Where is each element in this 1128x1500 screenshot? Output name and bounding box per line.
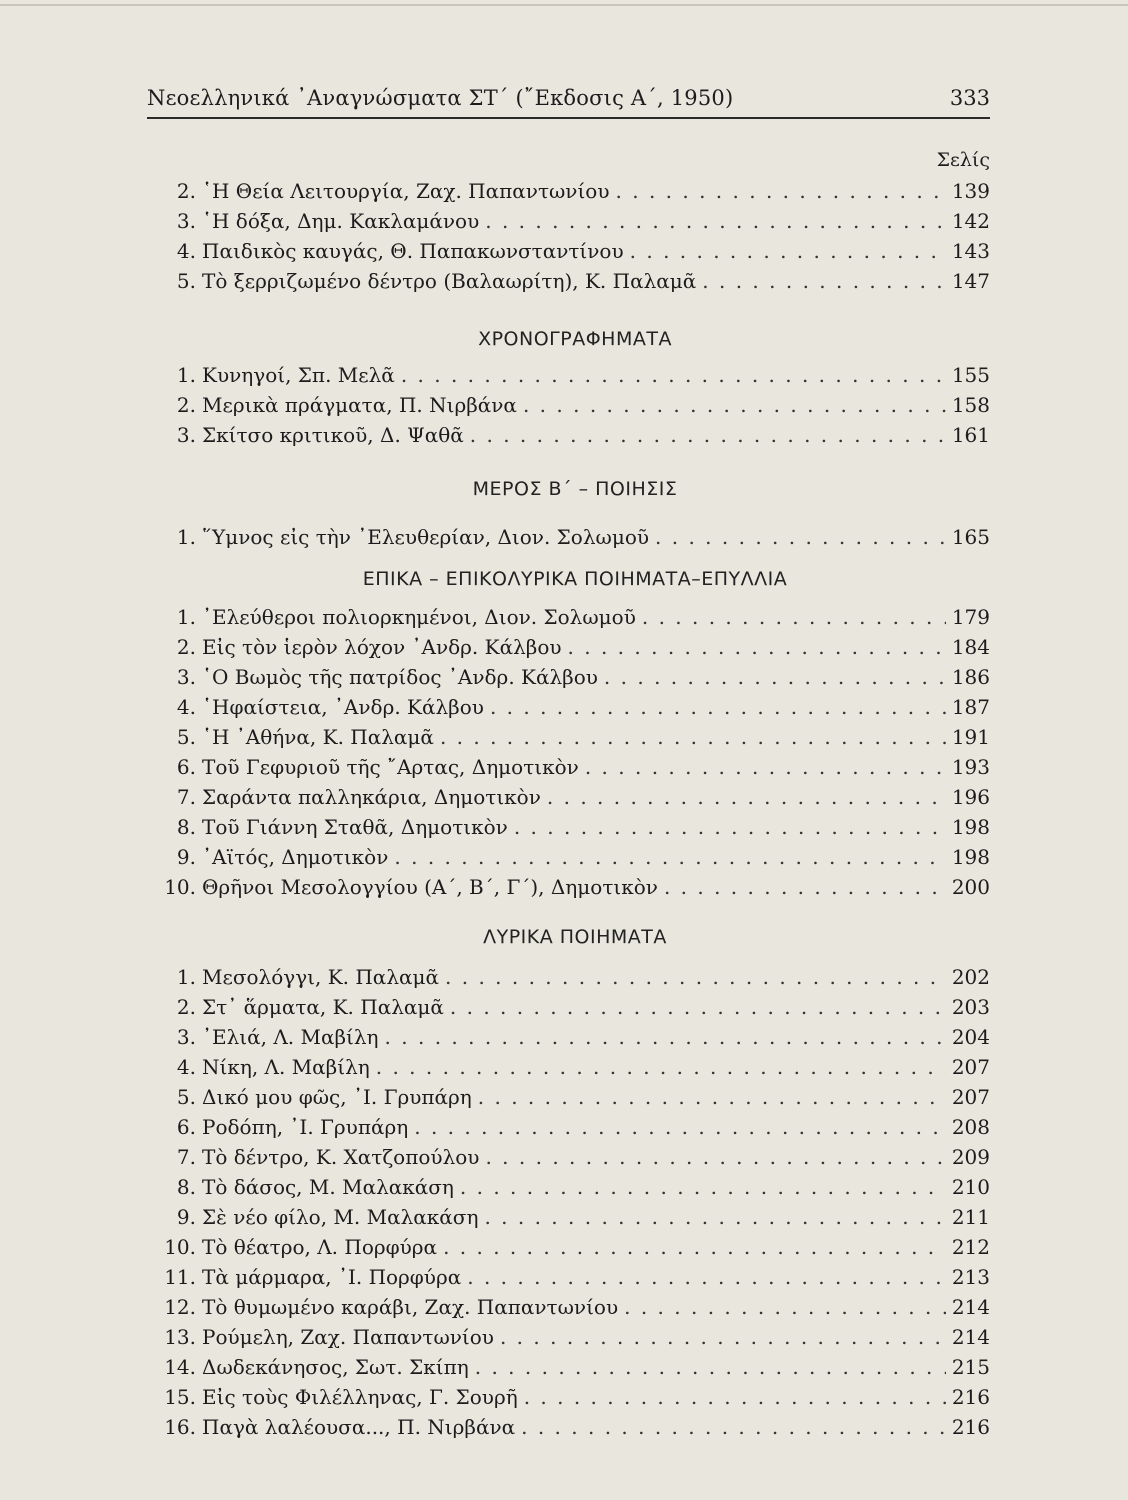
entry-title: Εἰς τὸν ἱερὸν λόχον ᾿Ανδρ. Κάλβου bbox=[202, 635, 562, 659]
entry-page: 193 bbox=[951, 755, 990, 779]
entry-number: 2. bbox=[176, 393, 196, 417]
page-number: 333 bbox=[949, 86, 990, 110]
header-rule bbox=[147, 117, 990, 119]
entry-title: Τὸ θέατρο, Λ. Πορφύρα bbox=[202, 1235, 438, 1259]
toc-entry bbox=[160, 1142, 990, 1172]
entry-number: 1. bbox=[176, 363, 196, 387]
entry-page: 187 bbox=[951, 695, 990, 719]
entry-page: 209 bbox=[951, 1145, 990, 1169]
entry-title: Νίκη, Λ. Μαβίλη bbox=[202, 1055, 370, 1079]
entry-number: 12. bbox=[164, 1295, 196, 1319]
entry-page: 211 bbox=[951, 1205, 990, 1229]
toc-block-4 bbox=[160, 602, 990, 902]
entry-number: 8. bbox=[176, 815, 196, 839]
entry-page: 139 bbox=[951, 179, 990, 203]
entry-number: 14. bbox=[164, 1355, 196, 1379]
entry-number: 3. bbox=[176, 1025, 196, 1049]
entry-page: 204 bbox=[951, 1025, 990, 1049]
entry-number: 4. bbox=[176, 1055, 196, 1079]
entry-title: Δωδεκάνησος, Σωτ. Σκίπη bbox=[202, 1355, 469, 1379]
entry-number: 2. bbox=[176, 635, 196, 659]
dot-leader bbox=[696, 266, 946, 296]
toc-entry bbox=[160, 1082, 990, 1112]
dot-leader bbox=[618, 1292, 946, 1322]
entry-title: ᾿Ελιά, Λ. Μαβίλη bbox=[202, 1025, 379, 1049]
toc-entry bbox=[160, 522, 990, 552]
entry-page: 158 bbox=[951, 393, 990, 417]
page-column-label: Σελίς bbox=[936, 149, 990, 171]
toc-entry bbox=[160, 1022, 990, 1052]
toc-entry bbox=[160, 992, 990, 1022]
entry-page: 198 bbox=[951, 845, 990, 869]
dot-leader bbox=[444, 992, 946, 1022]
dot-leader bbox=[636, 602, 946, 632]
entry-page: 216 bbox=[951, 1385, 990, 1409]
dot-leader bbox=[562, 632, 946, 662]
entry-page: 198 bbox=[951, 815, 990, 839]
entry-title: Σὲ νέο φίλο, Μ. Μαλακάση bbox=[202, 1205, 479, 1229]
scan-edge-line bbox=[0, 4, 1128, 6]
dot-leader bbox=[479, 206, 946, 236]
entry-title: Τὰ μάρμαρα, ᾿Ι. Πορφύρα bbox=[202, 1265, 462, 1289]
toc-entry bbox=[160, 722, 990, 752]
entry-number: 1. bbox=[176, 525, 196, 549]
entry-page: 212 bbox=[951, 1235, 990, 1259]
entry-title: ᾿Ελεύθεροι πολιορκημένοι, Διον. Σολωμοῦ bbox=[202, 605, 636, 629]
entry-number: 4. bbox=[176, 695, 196, 719]
dot-leader bbox=[649, 522, 946, 552]
toc-entry bbox=[160, 206, 990, 236]
entry-page: 207 bbox=[951, 1055, 990, 1079]
dot-leader bbox=[439, 962, 946, 992]
entry-title: Σαράντα παλληκάρια, Δημοτικὸν bbox=[202, 785, 541, 809]
running-header bbox=[147, 86, 990, 120]
entry-title: ῞Υμνος εἰς τὴν ᾿Ελευθερίαν, Διον. Σολωμοῦ bbox=[202, 525, 650, 549]
entry-number: 6. bbox=[176, 755, 196, 779]
section-heading-chronografimata: ΧΡΟΝΟΓΡΑΦΗΜΑΤΑ bbox=[478, 328, 672, 350]
toc-entry bbox=[160, 812, 990, 842]
entry-page: 207 bbox=[951, 1085, 990, 1109]
entry-page: 155 bbox=[951, 363, 990, 387]
entry-title: Κυνηγοί, Σπ. Μελᾶ bbox=[202, 363, 395, 387]
toc-entry bbox=[160, 602, 990, 632]
entry-title: Παιδικὸς καυγάς, Θ. Παπακωνσταντίνου bbox=[202, 239, 624, 263]
entry-title: Τὸ ξερριζωμένο δέντρο (Βαλαωρίτη), Κ. Παλαμᾶ bbox=[202, 269, 697, 293]
dot-leader bbox=[515, 1412, 946, 1442]
entry-title: ῾Ο Βωμὸς τῆς πατρίδος ᾿Ανδρ. Κάλβου bbox=[202, 665, 598, 689]
entry-title: Θρῆνοι Μεσολογγίου (Α΄, Β΄, Γ΄), Δημοτικὸν bbox=[202, 875, 658, 899]
entry-title: Μερικὰ πράγματα, Π. Νιρβάνα bbox=[202, 393, 517, 417]
entry-title: ῾Η δόξα, Δημ. Κακλαμάνου bbox=[202, 209, 480, 233]
entry-page: 214 bbox=[951, 1295, 990, 1319]
toc-entry bbox=[160, 962, 990, 992]
toc-entry bbox=[160, 872, 990, 902]
entry-number: 1. bbox=[176, 965, 196, 989]
entry-page: 200 bbox=[951, 875, 990, 899]
entry-page: 196 bbox=[951, 785, 990, 809]
dot-leader bbox=[461, 1262, 946, 1292]
toc-entry bbox=[160, 1262, 990, 1292]
entry-number: 11. bbox=[164, 1265, 196, 1289]
entry-number: 8. bbox=[176, 1175, 196, 1199]
toc-entry bbox=[160, 1412, 990, 1442]
entry-title: Εἰς τοὺς Φιλέλληνας, Γ. Σουρῆ bbox=[202, 1385, 518, 1409]
table-of-contents bbox=[160, 140, 990, 1442]
entry-number: 5. bbox=[176, 1085, 196, 1109]
toc-entry bbox=[160, 1172, 990, 1202]
entry-page: 203 bbox=[951, 995, 990, 1019]
entry-number: 16. bbox=[164, 1415, 196, 1439]
entry-number: 3. bbox=[176, 665, 196, 689]
entry-page: 142 bbox=[951, 209, 990, 233]
section-heading-meros-b: ΜΕΡΟΣ Β΄ – ΠΟΙΗΣΙΣ bbox=[472, 478, 678, 500]
toc-entry bbox=[160, 390, 990, 420]
entry-number: 5. bbox=[176, 269, 196, 293]
dot-leader bbox=[454, 1172, 946, 1202]
entry-title: Τὸ θυμωμένο καράβι, Ζαχ. Παπαντωνίου bbox=[202, 1295, 619, 1319]
entry-page: 147 bbox=[951, 269, 990, 293]
entry-number: 2. bbox=[176, 179, 196, 203]
entry-number: 3. bbox=[176, 423, 196, 447]
entry-number: 13. bbox=[164, 1325, 196, 1349]
dot-leader bbox=[379, 1022, 946, 1052]
entry-page: 184 bbox=[951, 635, 990, 659]
toc-entry bbox=[160, 1352, 990, 1382]
toc-entry bbox=[160, 662, 990, 692]
toc-entry bbox=[160, 632, 990, 662]
toc-entry bbox=[160, 1232, 990, 1262]
entry-number: 10. bbox=[164, 875, 196, 899]
toc-entry bbox=[160, 360, 990, 390]
entry-page: 210 bbox=[951, 1175, 990, 1199]
entry-title: ῾Η ᾿Αθήνα, Κ. Παλαμᾶ bbox=[202, 725, 434, 749]
dot-leader bbox=[388, 842, 946, 872]
dot-leader bbox=[579, 752, 946, 782]
section-heading-lyrika: ΛΥΡΙΚΑ ΠΟΙΗΜΑΤΑ bbox=[483, 926, 667, 948]
entry-page: 143 bbox=[951, 239, 990, 263]
section-heading-epika: ΕΠΙΚΑ – ΕΠΙΚΟΛΥΡΙΚΑ ΠΟΙΗΜΑΤΑ–ΕΠΥΛΛΙΑ bbox=[362, 568, 788, 590]
toc-block-1 bbox=[160, 176, 990, 296]
dot-leader bbox=[494, 1322, 946, 1352]
entry-number: 9. bbox=[176, 845, 196, 869]
entry-title: Ροδόπη, ᾿Ι. Γρυπάρη bbox=[202, 1115, 409, 1139]
entry-page: 216 bbox=[951, 1415, 990, 1439]
dot-leader bbox=[478, 1202, 946, 1232]
entry-title: Δικό μου φῶς, ᾿Ι. Γρυπάρη bbox=[202, 1085, 472, 1109]
dot-leader bbox=[408, 1112, 946, 1142]
entry-page: 165 bbox=[951, 525, 990, 549]
entry-title: Στ᾿ ἅρματα, Κ. Παλαμᾶ bbox=[202, 995, 444, 1019]
entry-title: Τοῦ Γιάννη Σταθᾶ, Δημοτικὸν bbox=[202, 815, 508, 839]
entry-title: ῾Η Θεία Λειτουργία, Ζαχ. Παπαντωνίου bbox=[202, 179, 610, 203]
dot-leader bbox=[479, 1142, 946, 1172]
entry-title: Μεσολόγγι, Κ. Παλαμᾶ bbox=[202, 965, 440, 989]
toc-entry bbox=[160, 1322, 990, 1352]
entry-number: 1. bbox=[176, 605, 196, 629]
entry-page: 208 bbox=[951, 1115, 990, 1139]
toc-entry bbox=[160, 1112, 990, 1142]
entry-title: Σκίτσο κριτικοῦ, Δ. Ψαθᾶ bbox=[202, 423, 464, 447]
entry-number: 2. bbox=[176, 995, 196, 1019]
toc-entry bbox=[160, 752, 990, 782]
entry-title: Ρούμελη, Ζαχ. Παπαντωνίου bbox=[202, 1325, 494, 1349]
entry-number: 7. bbox=[176, 1145, 196, 1169]
toc-entry bbox=[160, 1202, 990, 1232]
dot-leader bbox=[658, 872, 946, 902]
dot-leader bbox=[484, 692, 946, 722]
dot-leader bbox=[624, 236, 946, 266]
entry-number: 15. bbox=[164, 1385, 196, 1409]
running-title: Νεοελληνικά ᾿Αναγνώσματα ΣΤ΄ (῎Εκδοσις Α΄, 1950) bbox=[147, 86, 734, 110]
toc-entry bbox=[160, 266, 990, 296]
dot-leader bbox=[395, 360, 946, 390]
entry-page: 214 bbox=[951, 1325, 990, 1349]
entry-number: 4. bbox=[176, 239, 196, 263]
entry-title: Παγὰ λαλέουσα..., Π. Νιρβάνα bbox=[202, 1415, 516, 1439]
dot-leader bbox=[610, 176, 946, 206]
toc-block-2 bbox=[160, 360, 990, 450]
entry-number: 9. bbox=[176, 1205, 196, 1229]
dot-leader bbox=[469, 1352, 946, 1382]
toc-entry bbox=[160, 236, 990, 266]
entry-number: 6. bbox=[176, 1115, 196, 1139]
entry-title: ᾿Αϊτός, Δημοτικὸν bbox=[202, 845, 389, 869]
dot-leader bbox=[541, 782, 946, 812]
entry-title: Τὸ δάσος, Μ. Μαλακάση bbox=[202, 1175, 454, 1199]
toc-entry bbox=[160, 420, 990, 450]
entry-number: 7. bbox=[176, 785, 196, 809]
toc-entry bbox=[160, 1292, 990, 1322]
entry-page: 191 bbox=[951, 725, 990, 749]
entry-number: 3. bbox=[176, 209, 196, 233]
entry-title: ῾Ηφαίστεια, ᾿Ανδρ. Κάλβου bbox=[202, 695, 484, 719]
toc-entry bbox=[160, 1052, 990, 1082]
entry-page: 179 bbox=[951, 605, 990, 629]
entry-title: Τοῦ Γεφυριοῦ τῆς ῎Αρτας, Δημοτικὸν bbox=[202, 755, 579, 779]
dot-leader bbox=[508, 812, 946, 842]
toc-block-3 bbox=[160, 522, 990, 552]
dot-leader bbox=[370, 1052, 946, 1082]
toc-entry bbox=[160, 692, 990, 722]
entry-number: 5. bbox=[176, 725, 196, 749]
entry-page: 202 bbox=[951, 965, 990, 989]
entry-page: 161 bbox=[951, 423, 990, 447]
toc-entry bbox=[160, 176, 990, 206]
dot-leader bbox=[434, 722, 946, 752]
toc-entry bbox=[160, 1382, 990, 1412]
toc-block-5 bbox=[160, 962, 990, 1442]
toc-entry bbox=[160, 782, 990, 812]
dot-leader bbox=[517, 390, 946, 420]
dot-leader bbox=[437, 1232, 946, 1262]
toc-entry bbox=[160, 842, 990, 872]
dot-leader bbox=[598, 662, 946, 692]
entry-number: 10. bbox=[164, 1235, 196, 1259]
entry-page: 215 bbox=[951, 1355, 990, 1379]
dot-leader bbox=[472, 1082, 946, 1112]
dot-leader bbox=[518, 1382, 946, 1412]
entry-page: 213 bbox=[951, 1265, 990, 1289]
entry-title: Τὸ δέντρο, Κ. Χατζοπούλου bbox=[202, 1145, 480, 1169]
dot-leader bbox=[464, 420, 946, 450]
entry-page: 186 bbox=[951, 665, 990, 689]
